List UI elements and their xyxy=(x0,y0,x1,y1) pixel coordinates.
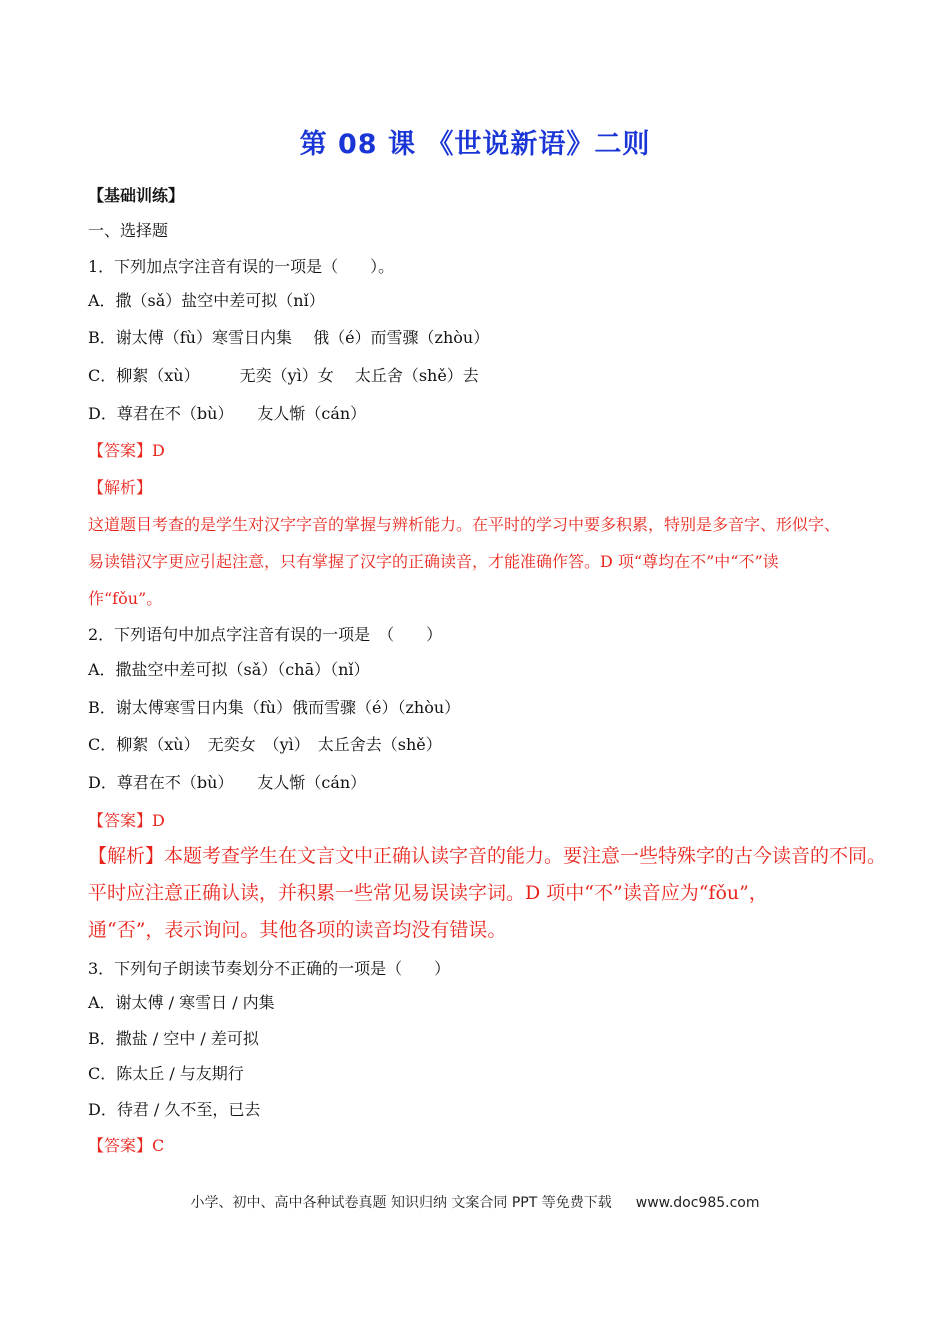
text-line: C．柳絮（xù） 无奕（yì）女 太丘舍（shě）去 xyxy=(88,366,479,385)
footer-text: 小学、初中、高中各种试卷真题 知识归纳 文案合同 PPT 等免费下载 xyxy=(190,1195,612,1211)
page-title: 第 08 课 《世说新语》二则 xyxy=(299,129,651,160)
section-header: 【基础训练】 xyxy=(88,186,185,205)
text-line: 这道题目考查的是学生对汉字字音的掌握与辨析能力。在平时的学习中要多积累，特别是多音字、形似字、 xyxy=(88,515,841,534)
text-line: B．谢太傅寒雪日内集（fù）俄而雪骤（é）（zhòu） xyxy=(88,698,461,717)
text-line: 通“否”，表示询问。其他各项的读音均没有错误。 xyxy=(88,919,507,941)
text-line: C．陈太丘 / 与友期行 xyxy=(88,1064,244,1083)
text-line: A．撒（sǎ）盐空中差可拟（nǐ） xyxy=(88,291,325,310)
footer xyxy=(0,1192,950,1212)
text-line: 【答案】C xyxy=(88,1136,165,1155)
part-heading: 一、选择题 xyxy=(88,221,169,240)
text-line: C．柳絮（xù） 无奕女 （yì） 太丘舍去（shě） xyxy=(88,735,442,754)
text-line: 2．下列语句中加点字注音有误的一项是 （ ） xyxy=(88,625,443,644)
text-line: A．撒盐空中差可拟（sǎ）（chā）（nǐ） xyxy=(88,660,370,679)
footer-url[interactable]: www.doc985.com xyxy=(635,1195,760,1211)
text-line: 1．下列加点字注音有误的一项是（ ）。 xyxy=(88,257,395,276)
text-line: 【解析】 xyxy=(88,478,153,497)
text-line: 【答案】D xyxy=(88,441,165,460)
text-line: A．谢太傅 / 寒雪日 / 内集 xyxy=(88,993,275,1012)
text-line: D．待君 / 久不至，已去 xyxy=(88,1100,261,1119)
text-line: B．谢太傅（fù）寒雪日内集 俄（é）而雪骤（zhòu） xyxy=(88,328,490,347)
text-line: 3．下列句子朗读节奏划分不正确的一项是（ ） xyxy=(88,959,451,978)
text-line: 作“fǒu”。 xyxy=(88,589,163,608)
text-line: 【答案】D xyxy=(88,811,165,830)
text-line: 【解析】本题考查学生在文言文中正确认读字音的能力。要注意一些特殊字的古今读音的不同。 xyxy=(88,845,887,867)
text-line: 平时应注意正确认读，并积累一些常见易误读字词。D 项中“不”读音应为“fǒu”， xyxy=(88,882,768,904)
text-line: B．撒盐 / 空中 / 差可拟 xyxy=(88,1029,259,1048)
text-line: 易读错汉字更应引起注意，只有掌握了汉字的正确读音，才能准确作答。D 项“尊均在不”中“不”读 xyxy=(88,552,779,571)
text-line: D．尊君在不（bù） 友人惭（cán） xyxy=(88,773,367,792)
text-line: D．尊君在不（bù） 友人惭（cán） xyxy=(88,404,367,423)
